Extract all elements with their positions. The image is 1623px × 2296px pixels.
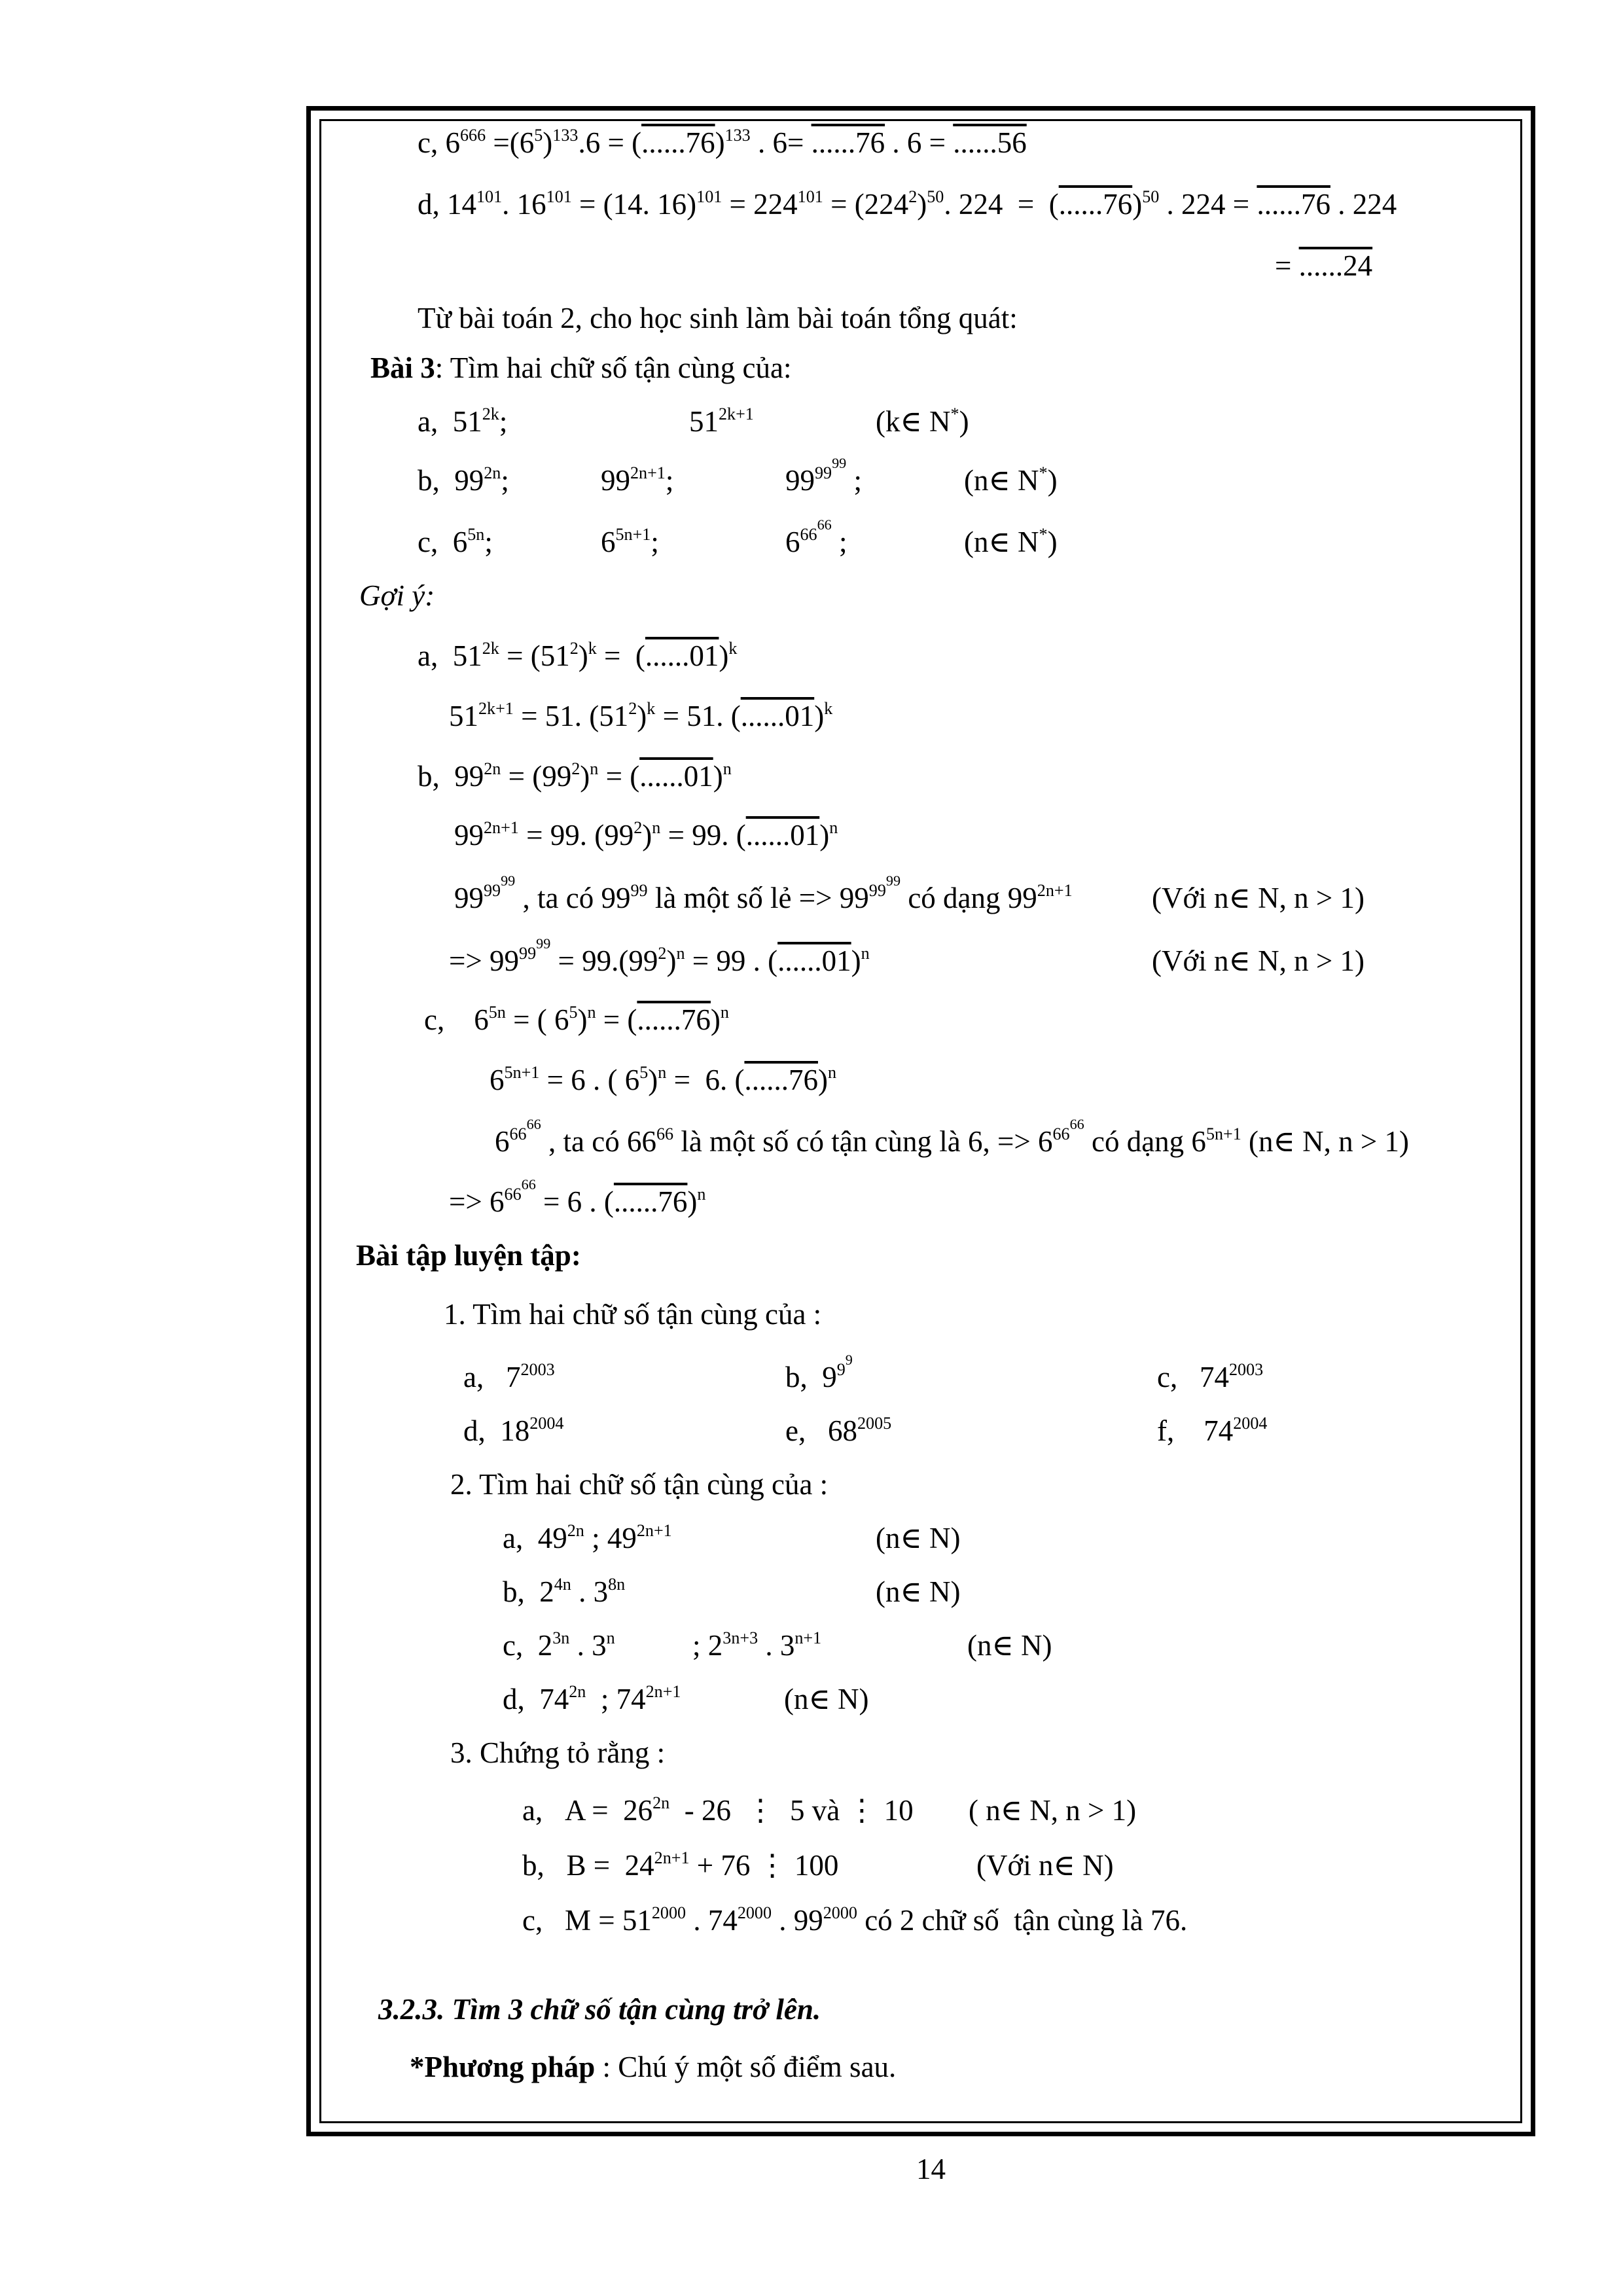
hint-b1: b, $99^{2n} = (99^2)^n = (......01)^n$ [418, 759, 732, 793]
practice-q3-b: b, $B = 24^{2n+1} + 76$ ⋮ 100 (Với n∈ N) [522, 1848, 1114, 1882]
section-heading: 3.2.3. Tìm 3 chữ số tận cùng trở lên. [378, 1993, 821, 2026]
practice-q2-b: b, $2^{4n}$ . $3^{8n}$ (n∈ N) [503, 1574, 961, 1608]
practice-q3: 3. Chứng tỏ rằng : [450, 1736, 666, 1769]
practice-q1: 1. Tìm hai chữ số tận cùng của : [444, 1298, 822, 1331]
hint-c2: $6^{5n+1} = 6$ . ( $6^5)^n = 6$. $(......76)^n$ [490, 1062, 836, 1096]
hint-c3: $6^{66^{66}}$ , ta có $66^{66}$ là một số có tận cùng là 6, => $6^{66^{66}}$ có dạng $6^{5n+1}$ (n∈ N, n > 1) [495, 1116, 1409, 1158]
goi-y-label: Gợi ý: [359, 579, 435, 612]
hint-c1: c, $6^{5n}$ = ( $6^5)^n = (......76)^n$ [424, 1002, 729, 1036]
practice-title: Bài tập luyện tập: [356, 1239, 581, 1272]
hint-c4: => $6^{66^{66}} = 6$ . $(......76)^n$ [449, 1176, 706, 1218]
page-number: 14 [916, 2153, 946, 2185]
practice-q3-a: a, $A = 26^{2n} - 26$ ⋮ 5 và ⋮ 10 ( n∈ N, n > 1) [522, 1793, 1137, 1827]
hint-b2: $99^{2n+1} = 99$. $(99^2)^n = 99$. $(......01)^n$ [454, 817, 838, 852]
bai3-b: b, $99^{2n}$; $99^{2n+1}$; $99^{99^{99}}$ ; (n∈ N*) [418, 455, 1058, 497]
practice-q3-c: c, $M = 51^{2000}$ . $74^{2000}$ . $99^{2000}$ có 2 chữ số tận cùng là 76. [522, 1903, 1188, 1937]
method-line: *Phương pháp : Chú ý một số điểm sau. [410, 2051, 897, 2083]
bai3-heading: Bài 3: Tìm hai chữ số tận cùng của: [370, 351, 792, 384]
practice-q2-c: c, $2^{3n}$ . 3$^n$ ; $2^{3n+3}$ . $3^{n+1}$ (n∈ N) [503, 1628, 1052, 1662]
bai3-c: c, $6^{5n}$; $6^{5n+1}$; $6^{66^{66}}$ ; (n∈ N*) [418, 516, 1058, 558]
hint-b3: $99^{99^{99}}$ , ta có $99^{99}$ là một số lẻ => $99^{99^{99}}$ có dạng $99^{2n+1}$ (Với n∈ N, n > 1) [454, 872, 1364, 914]
hint-b4: => $99^{99^{99}} = 99.(99^2)^n = 99$ . $(......01)^n$ (Với n∈ N, n > 1) [449, 935, 1364, 977]
intro-text: Từ bài toán 2, cho học sinh làm bài toán tổng quát: [418, 302, 1018, 334]
hint-a2: $51^{2k+1} = 51$. $(51^2)^k = 51$. $(......01)^k$ [449, 698, 833, 732]
hint-a1: a, $51^{2k} = (51^2)^k = (......01)^k$ [418, 638, 738, 672]
practice-q2-a: a, $49^{2n}$ ; $49^{2n+1}$ (n∈ N) [503, 1520, 961, 1554]
practice-q2-d: d, $74^{2n}$ ; $74^{2n+1}$ (n∈ N) [503, 1681, 869, 1715]
bai2-d-solution: d, $14^{101}$. $16^{101} = (14$. $16)^{101} = 224^{101} = (224^2)^{50}$. $224 = (......76)^{50}$ . 224 = ......76 . 224 [418, 187, 1397, 221]
bai2-d-result: = ......24 [1275, 249, 1373, 282]
practice-q1-row2: d, $18^{2004}$ e, $68^{2005}$ f, $74^{2004}$ [463, 1413, 1268, 1447]
practice-q2: 2. Tìm hai chữ số tận cùng của : [450, 1468, 829, 1501]
practice-q1-row1: a, $7^{2003}$ b, $9^{9^9}$ c, $74^{2003}$ [463, 1352, 1264, 1393]
bai3-a: a, $51^{2k}$; $51^{2k+1}$ (k∈ N*) [418, 404, 969, 438]
bai2-c-solution: c, $6^{666} =(6^5)^{133}.6 = (......76)^{133}$ . 6= ......76 . 6 = ......56 [418, 125, 1027, 159]
